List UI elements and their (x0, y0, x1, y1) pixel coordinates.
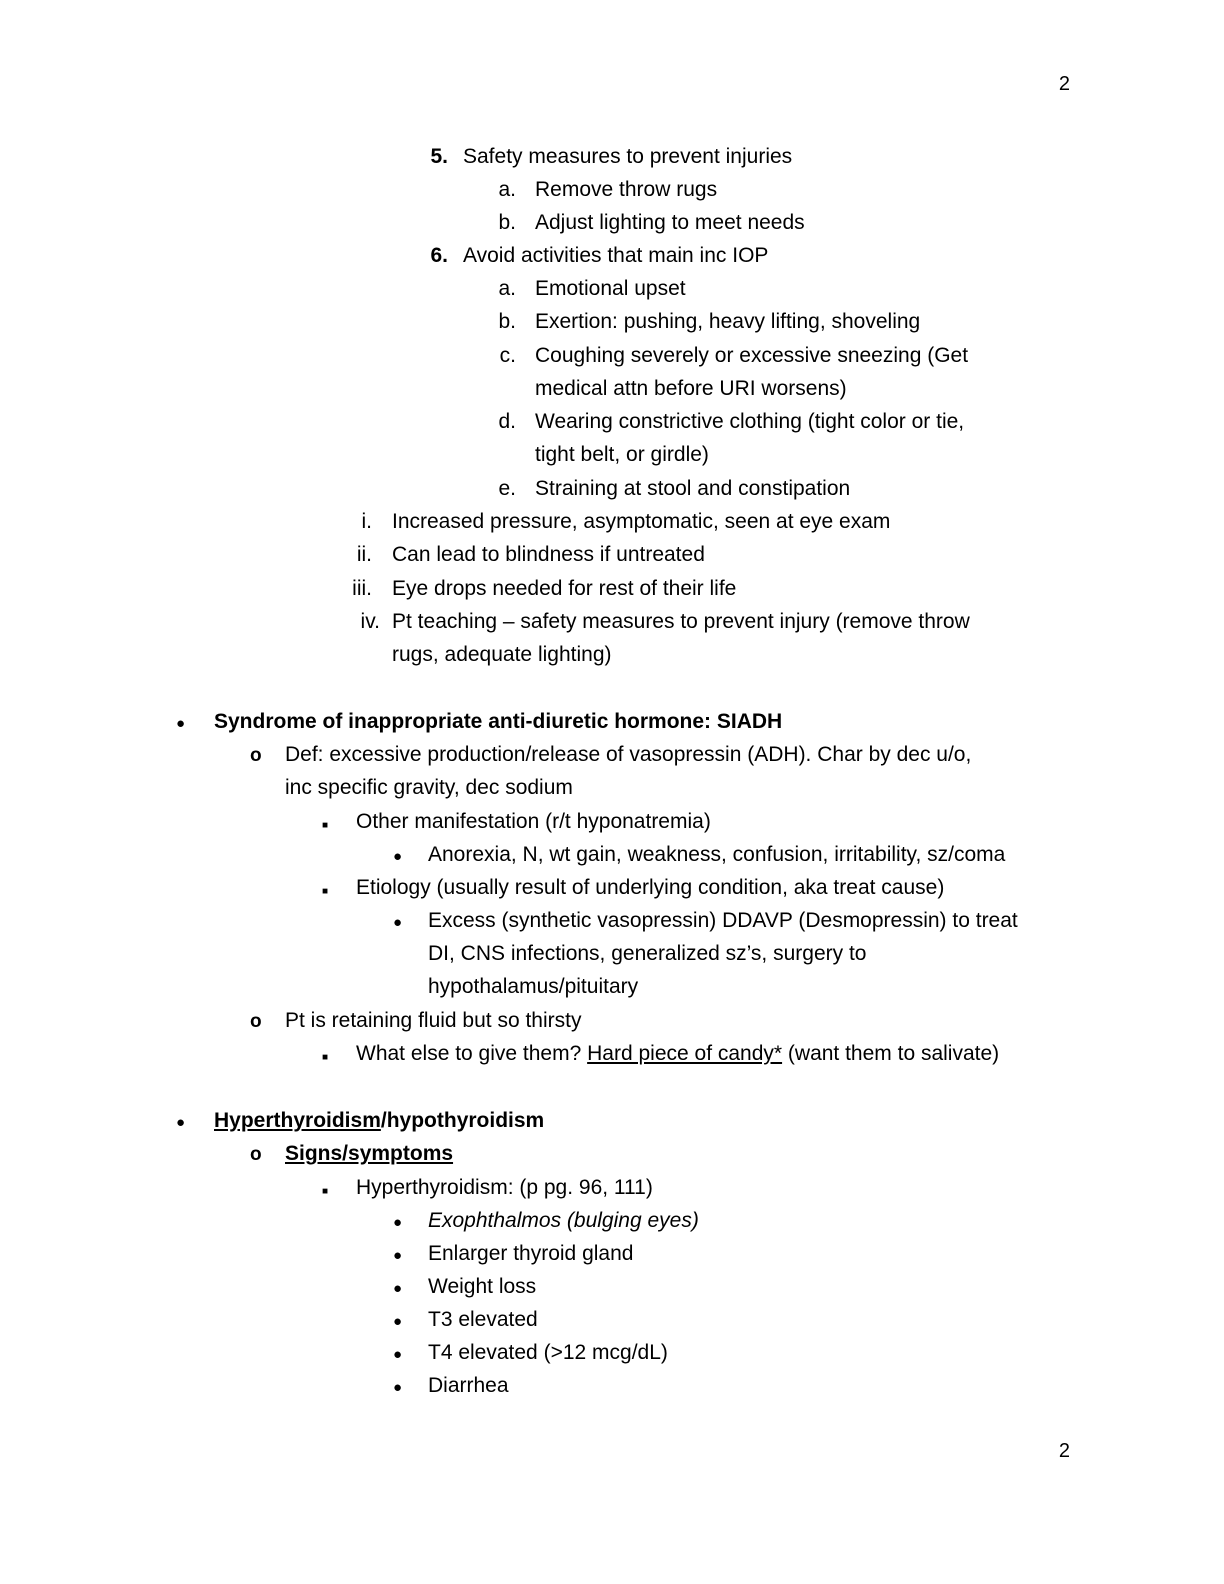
page-number-bottom: 2 (1058, 1440, 1070, 1462)
list-marker: i. (361, 510, 372, 533)
circle-bullet-icon (250, 1004, 262, 1038)
answer-note: (want them to salivate) (782, 1042, 1000, 1065)
list-item-continuation: inc specific gravity, dec sodium (285, 776, 573, 799)
square-bullet-icon (322, 805, 328, 842)
bullet-icon (393, 1204, 402, 1239)
list-item-text: Safety measures to prevent injuries (463, 145, 793, 168)
list-marker: c. (499, 344, 516, 367)
bullet-icon (393, 1336, 402, 1371)
list-item-text: Coughing severely or excessive sneezing (Get (535, 344, 969, 367)
list-marker: iii. (352, 577, 372, 600)
list-item-text: Can lead to blindness if untreated (392, 543, 705, 566)
list-item-text: Pt is retaining fluid but so thirsty (285, 1009, 582, 1032)
list-marker: a. (498, 277, 516, 300)
list-item-text: Emotional upset (535, 277, 686, 300)
square-bullet-icon (322, 871, 328, 908)
symptom-text: T3 elevated (428, 1308, 538, 1331)
bullet-icon (393, 904, 402, 939)
answer-text: Hard piece of candy* (587, 1042, 783, 1065)
list-item-text: Anorexia, N, wt gain, weakness, confusion, irritability, sz/coma (428, 843, 1006, 866)
list-item-text: Def: excessive production/release of vasopressin (ADH). Char by dec u/o, (285, 743, 972, 766)
list-item-continuation: rugs, adequate lighting) (392, 643, 612, 666)
symptom-text: T4 elevated (>12 mcg/dL) (428, 1341, 668, 1364)
section-title-hypo: /hypothyroidism (380, 1109, 545, 1132)
list-marker: d. (498, 410, 516, 433)
question-text: What else to give them? (356, 1042, 588, 1065)
square-bullet-icon (322, 1037, 328, 1074)
list-item-continuation: tight belt, or girdle) (535, 443, 709, 466)
list-item-text: Other manifestation (r/t hyponatremia) (356, 810, 711, 833)
bullet-icon (176, 1104, 185, 1139)
symptom-text: Weight loss (428, 1275, 537, 1298)
list-item-text: Straining at stool and constipation (535, 477, 851, 500)
list-item-continuation: hypothalamus/pituitary (428, 975, 639, 998)
list-item-text: Hyperthyroidism: (p pg. 96, 111) (356, 1176, 653, 1199)
list-marker: e. (498, 477, 516, 500)
list-item-text: Eye drops needed for rest of their life (392, 577, 737, 600)
list-item-text: Remove throw rugs (535, 178, 718, 201)
section-title (214, 1104, 544, 1137)
list-marker: iv. (360, 610, 380, 633)
symptom-text: Diarrhea (428, 1374, 509, 1397)
bullet-icon (393, 1237, 402, 1272)
circle-bullet-icon (250, 738, 262, 772)
list-item-text: Adjust lighting to meet needs (535, 211, 805, 234)
list-marker: a. (498, 178, 516, 201)
subsection-title: Signs/symptoms (285, 1142, 454, 1165)
section-title-hyper: Hyperthyroidism (214, 1109, 381, 1132)
list-marker: b. (498, 211, 516, 234)
bullet-icon (393, 1369, 402, 1404)
bullet-icon (393, 1303, 402, 1338)
circle-bullet-icon (250, 1137, 262, 1171)
list-item-text: Wearing constrictive clothing (tight color or tie, (535, 410, 965, 433)
list-item-text: Increased pressure, asymptomatic, seen at eye exam (392, 510, 891, 533)
list-marker: 5. (430, 145, 448, 168)
list-marker: ii. (356, 543, 372, 566)
square-bullet-icon (322, 1171, 328, 1208)
list-item-text: Pt teaching – safety measures to prevent injury (remove throw (392, 610, 970, 633)
list-item-text (356, 1037, 999, 1070)
list-marker: b. (498, 310, 516, 333)
bullet-icon (393, 1270, 402, 1305)
symptom-text: Exophthalmos (bulging eyes) (428, 1209, 699, 1232)
symptom-text: Enlarger thyroid gland (428, 1242, 634, 1265)
list-item-text: Exertion: pushing, heavy lifting, shoveling (535, 310, 921, 333)
bullet-icon (393, 838, 402, 873)
list-item-text: Avoid activities that main inc IOP (463, 244, 769, 267)
page-number-top: 2 (1058, 73, 1070, 95)
list-item-text: Etiology (usually result of underlying condition, aka treat cause) (356, 876, 945, 899)
list-item-text: Excess (synthetic vasopressin) DDAVP (Desmopressin) to treat (428, 909, 1018, 932)
list-item-continuation: medical attn before URI worsens) (535, 377, 847, 400)
list-marker: 6. (430, 244, 448, 267)
section-title: Syndrome of inappropriate anti-diuretic hormone: SIADH (214, 710, 783, 733)
bullet-icon (176, 705, 185, 740)
list-item-continuation: DI, CNS infections, generalized sz’s, surgery to (428, 942, 867, 965)
